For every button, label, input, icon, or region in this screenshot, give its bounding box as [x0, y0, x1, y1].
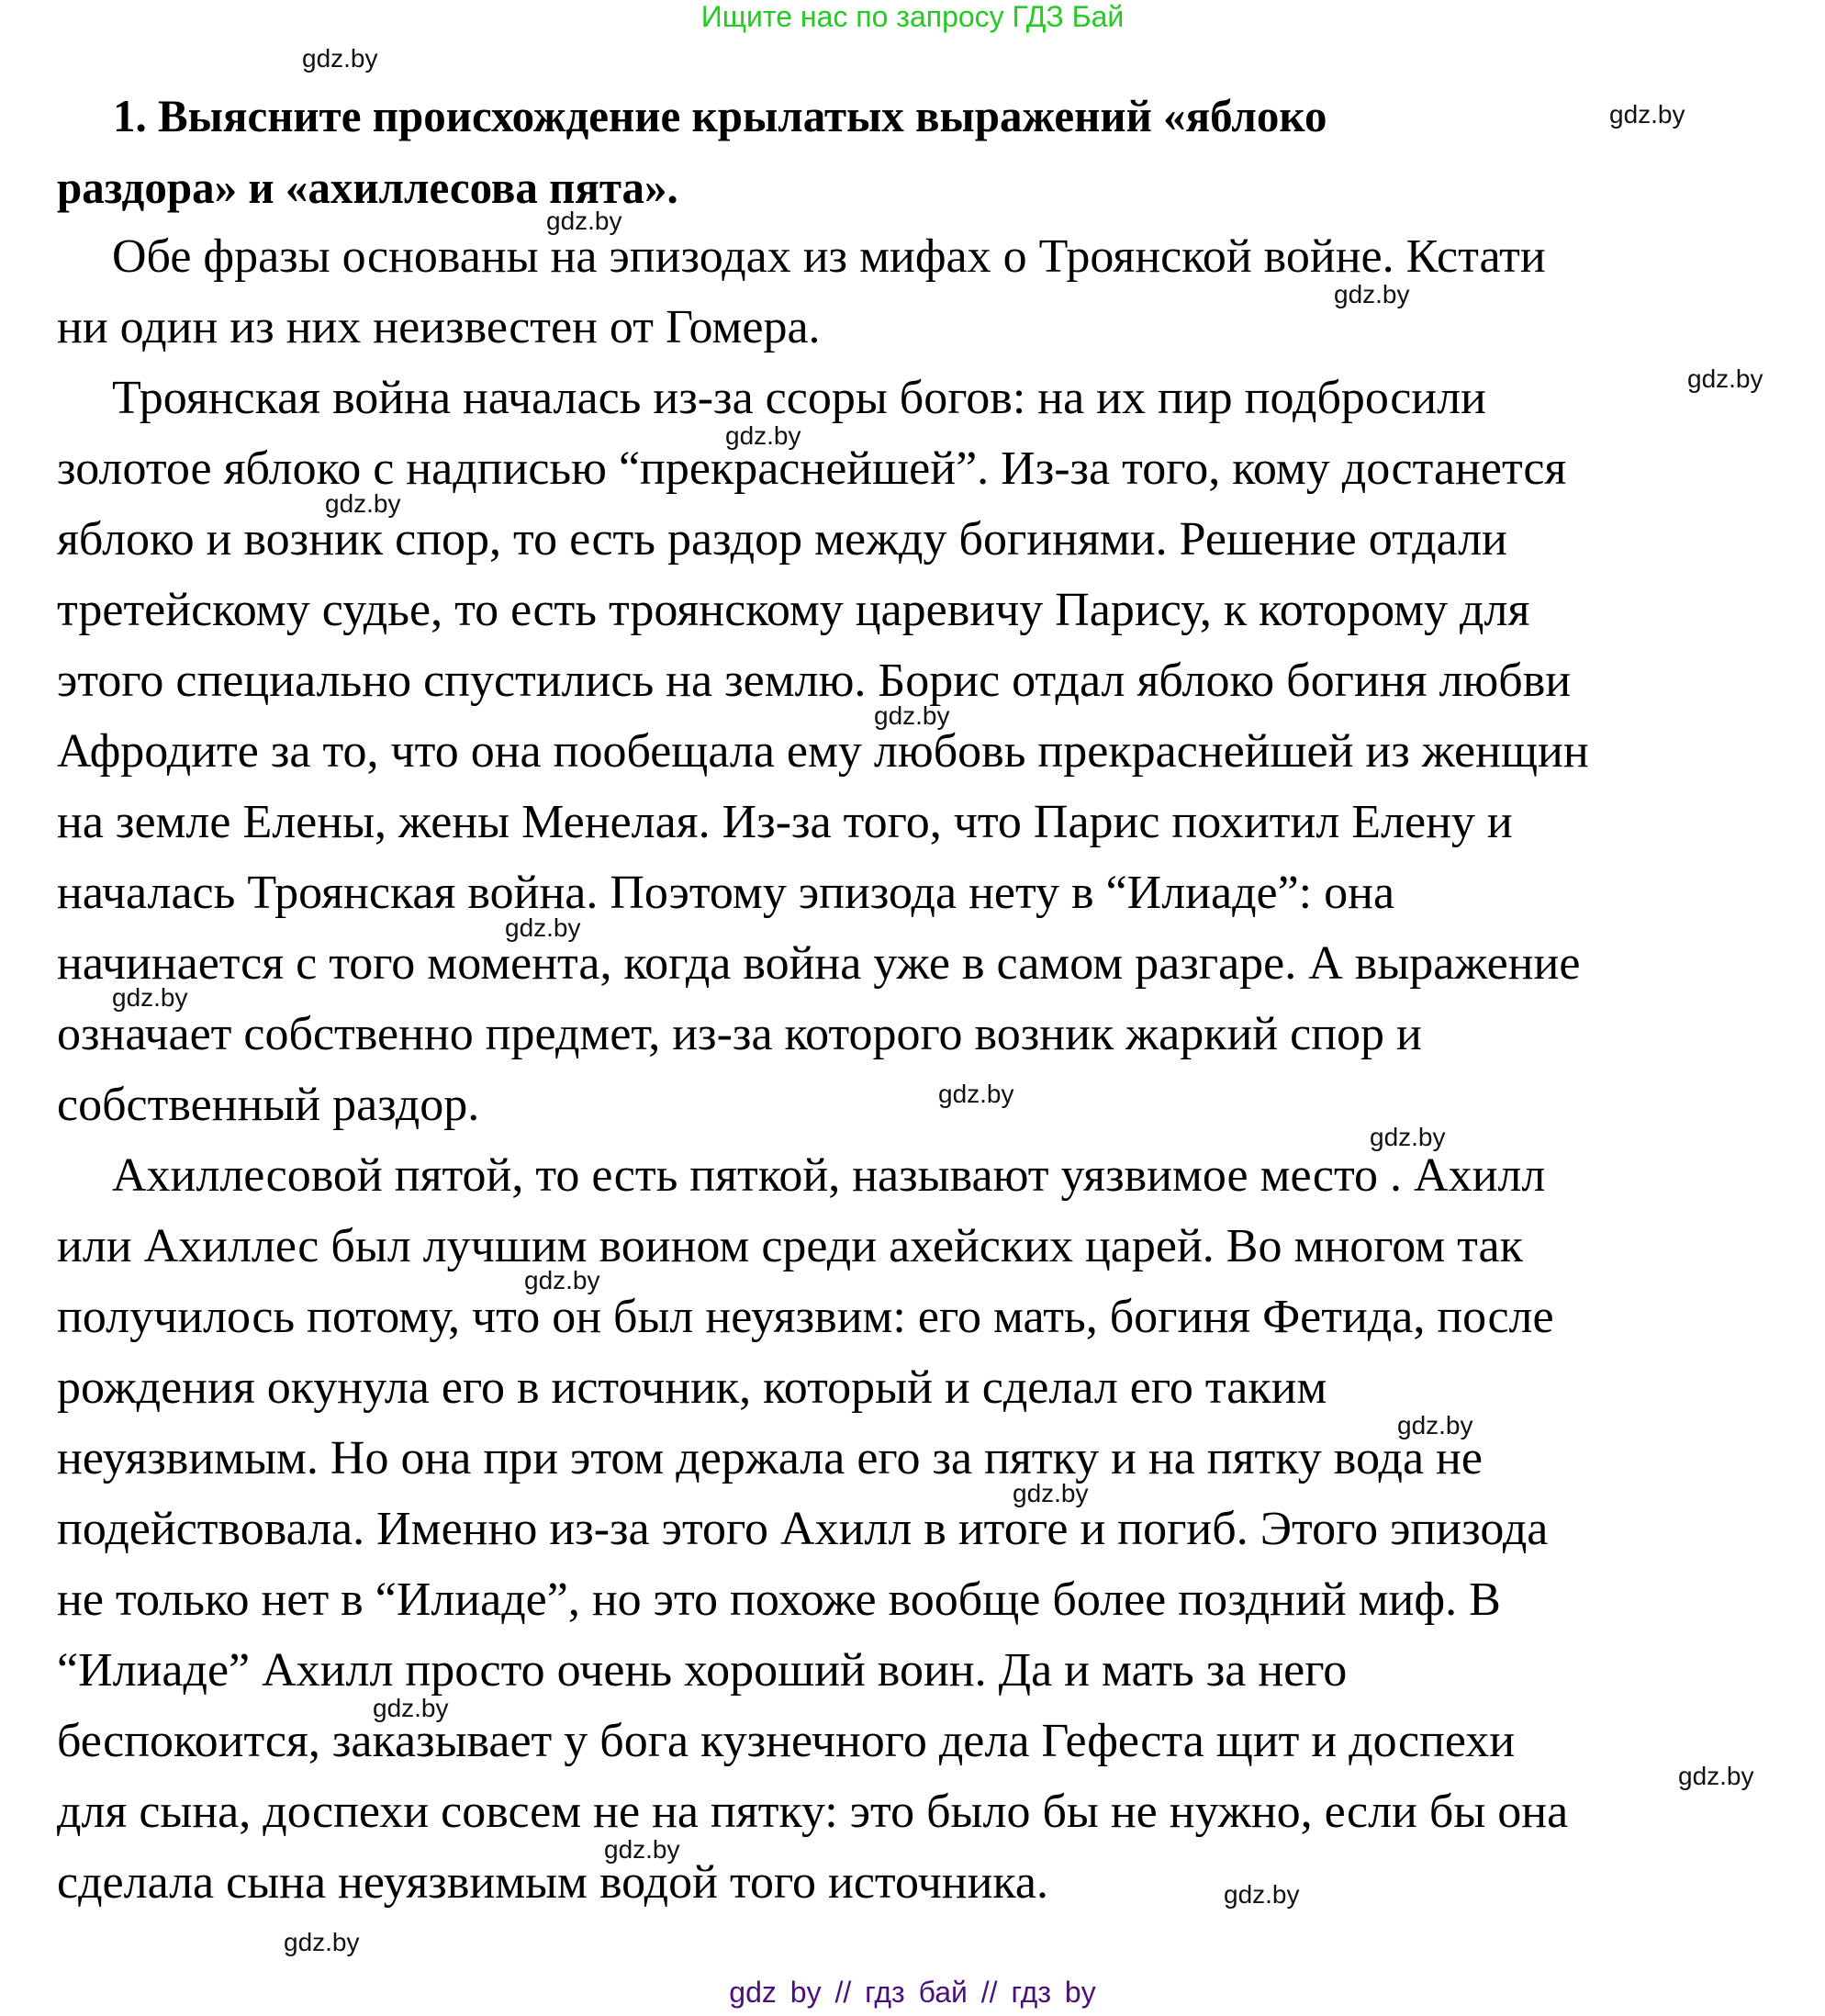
answer-line: золотое яблоко с надписью “прекраснейшей”. Из-за того, кому достанется: [57, 442, 1567, 495]
answer-line: для сына, доспехи совсем не на пятку: это было бы не нужно, если бы она: [57, 1786, 1569, 1838]
question-title-line-1: 1. Выясните происхождение крылатых выражений «яблоко: [113, 90, 1327, 141]
answer-line: или Ахиллес был лучшим воином среди ахейских царей. Во многом так: [57, 1220, 1523, 1272]
answer-line: беспокоится, заказывает у бога кузнечного дела Гефеста щит и доспехи: [57, 1715, 1516, 1767]
answer-line: яблоко и возник спор, то есть раздор между богинями. Решение отдали: [57, 513, 1507, 566]
watermark: gdz.by: [874, 701, 950, 730]
watermark: gdz.by: [1370, 1123, 1446, 1151]
watermark: gdz.by: [302, 44, 378, 73]
answer-line: “Илиаде” Ахилл просто очень хороший воин. Да и мать за него: [57, 1644, 1348, 1697]
watermark: gdz.by: [112, 983, 188, 1012]
answer-line: на земле Елены, жены Менелая. Из-за того, что Парис похитил Елену и: [57, 796, 1513, 848]
watermark: gdz.by: [505, 913, 581, 942]
answer-line: Обе фразы основаны на эпизодах из мифах о Троянской войне. Кстати: [112, 230, 1546, 283]
answer-line: собственный раздор.: [57, 1079, 480, 1131]
watermark: gdz.by: [725, 421, 801, 450]
answer-line: началась Троянская война. Поэтому эпизода нету в “Илиаде”: она: [57, 867, 1395, 919]
answer-line: получилось потому, что он был неуязвим: его мать, богиня Фетида, после: [57, 1291, 1554, 1343]
watermark: gdz.by: [546, 207, 622, 235]
answer-line: Троянская война началась из-за ссоры богов: на их пир подбросили: [112, 372, 1486, 424]
watermark: gdz.by: [1334, 280, 1410, 308]
watermark: gdz.by: [1678, 1762, 1754, 1790]
watermark: gdz.by: [1397, 1411, 1473, 1439]
watermark: gdz.by: [1013, 1479, 1089, 1507]
watermark: gdz.by: [1687, 364, 1763, 393]
watermark: gdz.by: [284, 1928, 360, 1956]
answer-line: Афродите за то, что она пообещала ему любовь прекраснейшей из женщин: [57, 725, 1589, 778]
footer-site-links: gdz by // гдз бай // гдз by: [729, 1976, 1096, 2009]
question-title-line-2: раздора» и «ахиллесова пята».: [57, 162, 678, 213]
answer-line: третейскому судье, то есть троянскому царевичу Парису, к которому для: [57, 584, 1530, 636]
answer-line: этого специально спустились на землю. Борис отдал яблоко богиня любви: [57, 655, 1572, 707]
watermark: gdz.by: [524, 1266, 600, 1294]
watermark: gdz.by: [1224, 1880, 1300, 1909]
answer-line: начинается с того момента, когда война уже в самом разгаре. А выражение: [57, 937, 1581, 990]
answer-line: не только нет в “Илиаде”, но это похоже вообще более поздний миф. В: [57, 1574, 1501, 1626]
answer-line: рождения окунула его в источник, который и сделал его таким: [57, 1361, 1327, 1414]
answer-line: Ахиллесовой пятой, то есть пяткой, называют уязвимое место . Ахилл: [112, 1149, 1546, 1202]
watermark: gdz.by: [938, 1080, 1014, 1108]
answer-line: подействовала. Именно из-за этого Ахилл в итоге и погиб. Этого эпизода: [57, 1503, 1549, 1555]
answer-line: неуязвимым. Но она при этом держала его за пятку и на пятку вода не: [57, 1432, 1483, 1484]
search-hint-banner: Ищите нас по запросу ГДЗ Бай: [700, 0, 1125, 33]
watermark: gdz.by: [604, 1835, 680, 1864]
watermark: gdz.by: [325, 489, 401, 518]
watermark: gdz.by: [373, 1694, 449, 1722]
answer-line: означает собственно предмет, из-за которого возник жаркий спор и: [57, 1008, 1422, 1060]
answer-line: ни один из них неизвестен от Гомера.: [57, 301, 821, 353]
watermark: gdz.by: [1609, 100, 1685, 129]
answer-line: сделала сына неуязвимым водой того источника.: [57, 1856, 1048, 1909]
